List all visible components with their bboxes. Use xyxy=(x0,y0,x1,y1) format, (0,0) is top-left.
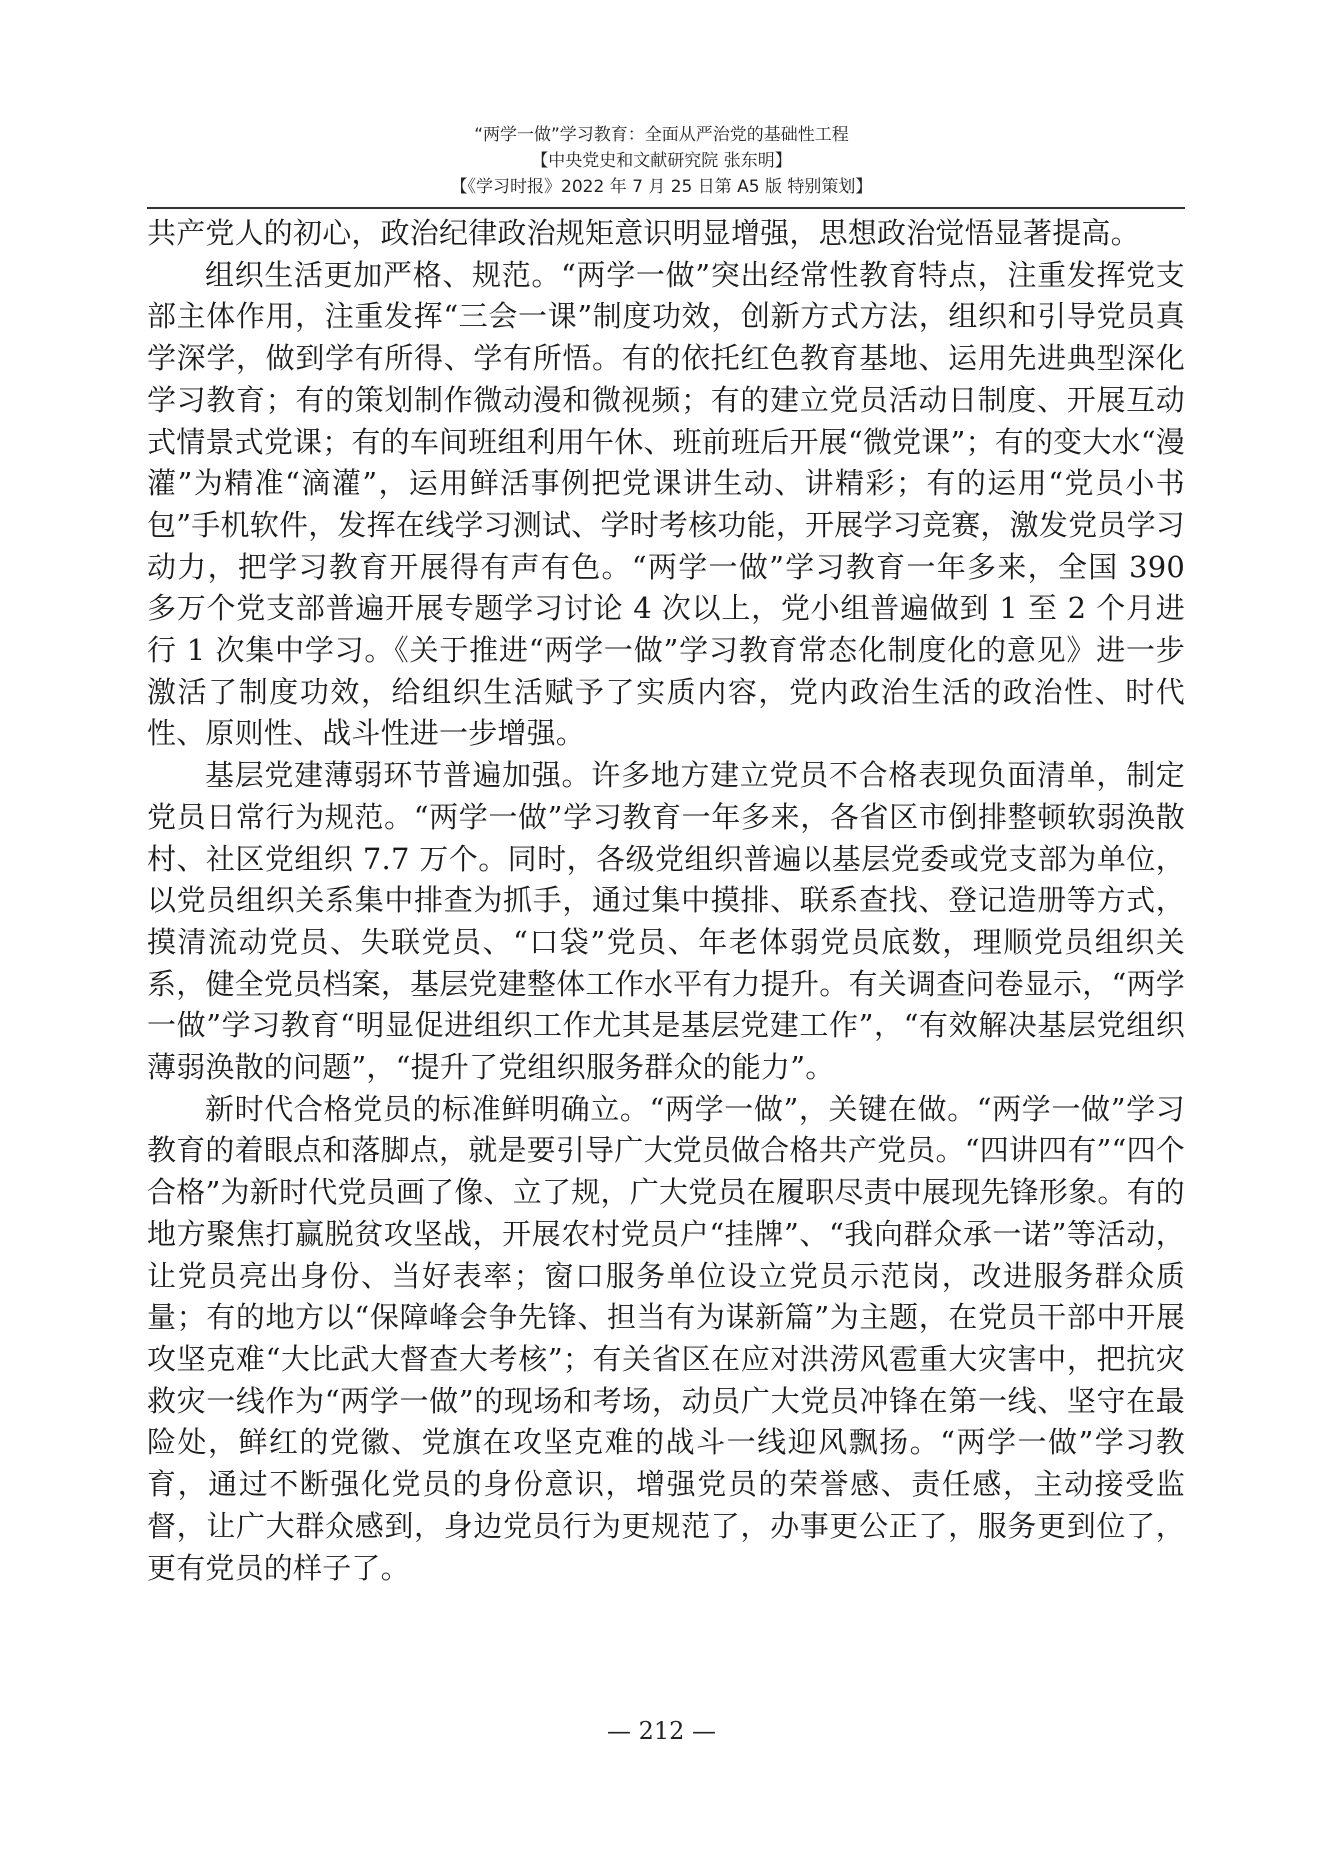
paragraph-organization-life: 组织生活更加严格、规范。“两学一做”突出经常性教育特点，注重发挥党支部主体作用，注重发挥“三会一课”制度功效，创新方式方法，组织和引导党员真学深学，做到学有所得、学有所悟。有的依托红色教育基地、运用先进典型深化学习教育；有的策划制作微动漫和微视频；有的建立党员活动日制度、开展互动式情景式党课；有的车间班组利用午休、班前班后开展“微党课”；有的变大水“漫灌”为精准“滴灌”，运用鲜活事例把党课讲生动、讲精彩；有的运用“党员小书包”手机软件，发挥在线学习测试、学时考核功能，开展学习竞赛，激发党员学习动力，把学习教育开展得有声有色。“两学一做”学习教育一年多来，全国 390 多万个党支部普遍开展专题学习讨论 4 次以上，党小组普遍做到 1 至 2 个月进行 1 次集中学习。《关于推进“两学一做”学习教育常态化制度化的意见》进一步激活了制度功效，给组织生活赋予了实质内容，党内政治生活的政治性、时代性、原则性、战斗性进一步增强。 xyxy=(147,257,1185,751)
paragraph-qualified-members: 新时代合格党员的标准鲜明确立。“两学一做”，关键在做。“两学一做”学习教育的着眼点和落脚点，就是要引导广大党员做合格共产党员。“四讲四有”“四个合格”为新时代党员画了像、立了规，广大党员在履职尽责中展现先锋形象。有的地方聚焦打赢脱贫攻坚战，开展农村党员户“挂牌”、“我向群众承一诺”等活动，让党员亮出身份、当好表率；窗口服务单位设立党员示范岗，改进服务群众质量；有的地方以“保障峰会争先锋、担当有为谋新篇”为主题，在党员干部中开展攻坚克难“大比武大督查大考核”；有关省区在应对洪涝风雹重大灾害中，把抗灾救灾一线作为“两学一做”的现场和考场，动员广大党员冲锋在第一线、坚守在最险处，鲜红的党徽、党旗在攻坚克难的战斗一线迎风飘扬。“两学一做”学习教育，通过不断强化党员的身份意识，增强党员的荣誉感、责任感，主动接受监督，让广大群众感到，身边党员行为更规范了，办事更公正了，服务更到位了，更有党员的样子了。 xyxy=(147,1091,1185,1585)
article-title: “两学一做”学习教育：全面从严治党的基础性工程 xyxy=(474,125,849,145)
header-divider xyxy=(147,207,1185,209)
paragraph-continued: 共产党人的初心，政治纪律政治规矩意识明显增强，思想政治觉悟显著提高。 xyxy=(147,216,1140,250)
article-body xyxy=(147,213,1185,1589)
page-number: — 212 — xyxy=(606,1717,717,1745)
article-author: 【中央党史和文献研究院 张东明】 xyxy=(531,151,792,171)
paragraph-grassroots: 基层党建薄弱环节普遍加强。许多地方建立党员不合格表现负面清单，制定党员日常行为规范。“两学一做”学习教育一年多来，各省区市倒排整顿软弱涣散村、社区党组织 7.7 万个。同时，各级党组织普遍以基层党委或党支部为单位，以党员组织关系集中排查为抓手，通过集中摸排、联系查找、登记造册等方式，摸清流动党员、失联党员、“口袋”党员、年老体弱党员底数，理顺党员组织关系，健全党员档案，基层党建整体工作水平有力提升。有关调查问卷显示，“两学一做”学习教育“明显促进组织工作尤其是基层党建工作”，“有效解决基层党组织薄弱涣散的问题”，“提升了党组织服务群众的能力”。 xyxy=(147,758,1185,1085)
article-source: 【《学习时报》2022 年 7 月 25 日第 A5 版 特别策划】 xyxy=(450,177,873,197)
page-header xyxy=(0,122,1323,200)
